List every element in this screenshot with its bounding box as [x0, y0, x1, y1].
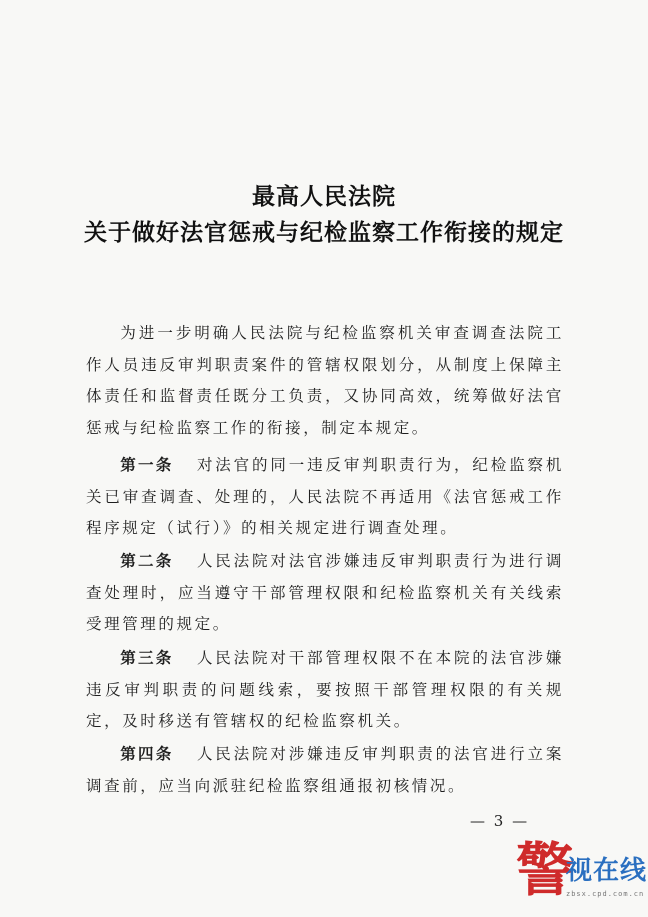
watermark-url: zbsx.cpd.com.cn — [566, 890, 645, 898]
article-1-label: 第一条 — [120, 455, 174, 474]
intro-text: 为进一步明确人民法院与纪检监察机关审查调查法院工作人员违反审判职责案件的管辖权限划分，从制度上保障主体责任和监督责任既分工负责，又协同高效，统筹做好法官惩戒与纪检监察工作的衔接，制定本规定。 — [86, 324, 564, 437]
article-2-label: 第二条 — [120, 551, 174, 570]
article-4 — [86, 738, 564, 802]
page-number: — 3 — — [470, 812, 530, 830]
article-2 — [86, 545, 564, 641]
article-3-label: 第三条 — [120, 648, 174, 667]
document-title-line1: 最高人民法院 — [252, 183, 396, 210]
article-4-text: 人民法院对涉嫌违反审判职责的法官进行立案调查前，应当向派驻纪检监察组通报初核情况。 — [86, 745, 564, 795]
article-3 — [86, 642, 564, 738]
watermark-text: 视在线 — [566, 856, 648, 886]
article-4-label: 第四条 — [120, 744, 174, 763]
site-watermark-logo — [516, 836, 648, 914]
article-2-text: 人民法院对法官涉嫌违反审判职责行为进行调查处理时，应当遵守干部管理权限和纪检监察机关有关线索受理管理的规定。 — [86, 552, 564, 633]
article-3-text: 人民法院对干部管理权限不在本院的法官涉嫌违反审判职责的问题线索，要按照干部管理权限的有关规定，及时移送有管辖权的纪检监察机关。 — [86, 649, 564, 730]
document-title-line2: 关于做好法官惩戒与纪检监察工作衔接的规定 — [84, 219, 564, 246]
article-1 — [86, 449, 564, 545]
intro-paragraph — [86, 318, 564, 444]
article-1-text: 对法官的同一违反审判职责行为，纪检监察机关已审查调查、处理的，人民法院不再适用《法官惩戒工作程序规定（试行）》的相关规定进行调查处理。 — [86, 456, 564, 537]
watermark-char: 警 — [516, 836, 575, 904]
